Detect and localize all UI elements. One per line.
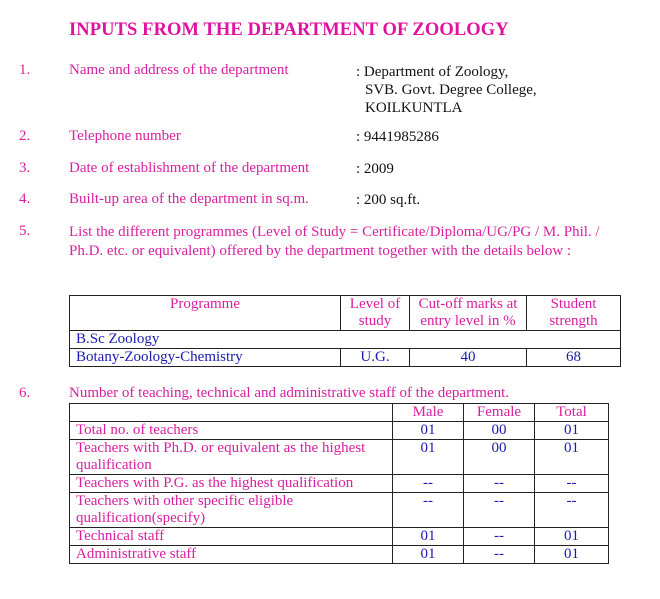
programmes-table <box>69 295 621 367</box>
programme-group: B.Sc Zoology <box>70 331 621 349</box>
column-header: Programme <box>70 296 341 331</box>
table-cell: 01 <box>393 422 464 440</box>
table-cell: 40 <box>410 349 527 367</box>
page-title: INPUTS FROM THE DEPARTMENT OF ZOOLOGY <box>69 20 509 40</box>
column-header: Female <box>464 404 535 422</box>
item-label-area: Built-up area of the department in sq.m. <box>69 191 309 207</box>
table-cell: -- <box>393 475 464 493</box>
column-header: Total <box>535 404 609 422</box>
item-number: 1. <box>19 62 31 78</box>
item-number: 6. <box>19 385 31 401</box>
table-row <box>70 422 609 440</box>
table-cell: -- <box>464 493 535 528</box>
table-cell: 68 <box>527 349 621 367</box>
table-cell: 01 <box>393 440 464 475</box>
table-cell: -- <box>464 528 535 546</box>
table-row <box>70 440 609 475</box>
row-label: Teachers with P.G. as the highest qualification <box>70 475 393 493</box>
address-line: : Department of Zoology, <box>356 64 509 80</box>
table-row <box>70 331 621 349</box>
table-cell: -- <box>464 546 535 564</box>
item-label-establishment: Date of establishment of the department <box>69 160 310 176</box>
row-label: Teachers with other specific eligible qualification(specify) <box>70 493 393 528</box>
item-value-establishment: : 2009 <box>356 161 394 177</box>
staff-description: Number of teaching, technical and administrative staff of the department. <box>69 385 509 401</box>
table-row <box>70 546 609 564</box>
table-cell: Botany-Zoology-Chemistry <box>70 349 341 367</box>
table-cell: 00 <box>464 440 535 475</box>
address-line: SVB. Govt. Degree College, <box>365 82 537 98</box>
table-header-row <box>70 296 621 331</box>
table-cell: 01 <box>393 546 464 564</box>
table-row <box>70 493 609 528</box>
table-row <box>70 528 609 546</box>
column-header: Male <box>393 404 464 422</box>
item-label-name-address: Name and address of the department <box>69 62 289 78</box>
column-header <box>70 404 393 422</box>
row-label: Technical staff <box>70 528 393 546</box>
item-number: 3. <box>19 160 31 176</box>
address-line: KOILKUNTLA <box>365 100 463 116</box>
column-header: Student strength <box>527 296 621 331</box>
table-cell: 01 <box>535 528 609 546</box>
table-cell: -- <box>535 493 609 528</box>
staff-table <box>69 403 609 564</box>
column-header: Level of study <box>341 296 410 331</box>
item-value-area: : 200 sq.ft. <box>356 192 421 208</box>
item-number: 5. <box>19 223 31 239</box>
programmes-description: List the different programmes (Level of Study = Certificate/Diploma/UG/PG / M. Phil. / Ph.D. etc. or equivalent) offered by the department together with the details below : <box>69 224 600 259</box>
table-cell: -- <box>464 475 535 493</box>
item-number: 4. <box>19 191 31 207</box>
item-number: 2. <box>19 128 31 144</box>
table-cell: -- <box>393 493 464 528</box>
row-label: Teachers with Ph.D. or equivalent as the highest qualification <box>70 440 393 475</box>
row-label: Total no. of teachers <box>70 422 393 440</box>
table-cell: 00 <box>464 422 535 440</box>
table-cell: U.G. <box>341 349 410 367</box>
table-row <box>70 349 621 367</box>
table-cell: 01 <box>535 422 609 440</box>
table-cell: -- <box>535 475 609 493</box>
table-row <box>70 475 609 493</box>
table-cell: 01 <box>535 440 609 475</box>
table-cell: 01 <box>535 546 609 564</box>
item-value-address <box>356 63 537 117</box>
table-cell: 01 <box>393 528 464 546</box>
item-label-telephone: Telephone number <box>69 128 181 144</box>
table-header-row <box>70 404 609 422</box>
column-header: Cut-off marks at entry level in % <box>410 296 527 331</box>
item-value-telephone: : 9441985286 <box>356 129 439 145</box>
row-label: Administrative staff <box>70 546 393 564</box>
